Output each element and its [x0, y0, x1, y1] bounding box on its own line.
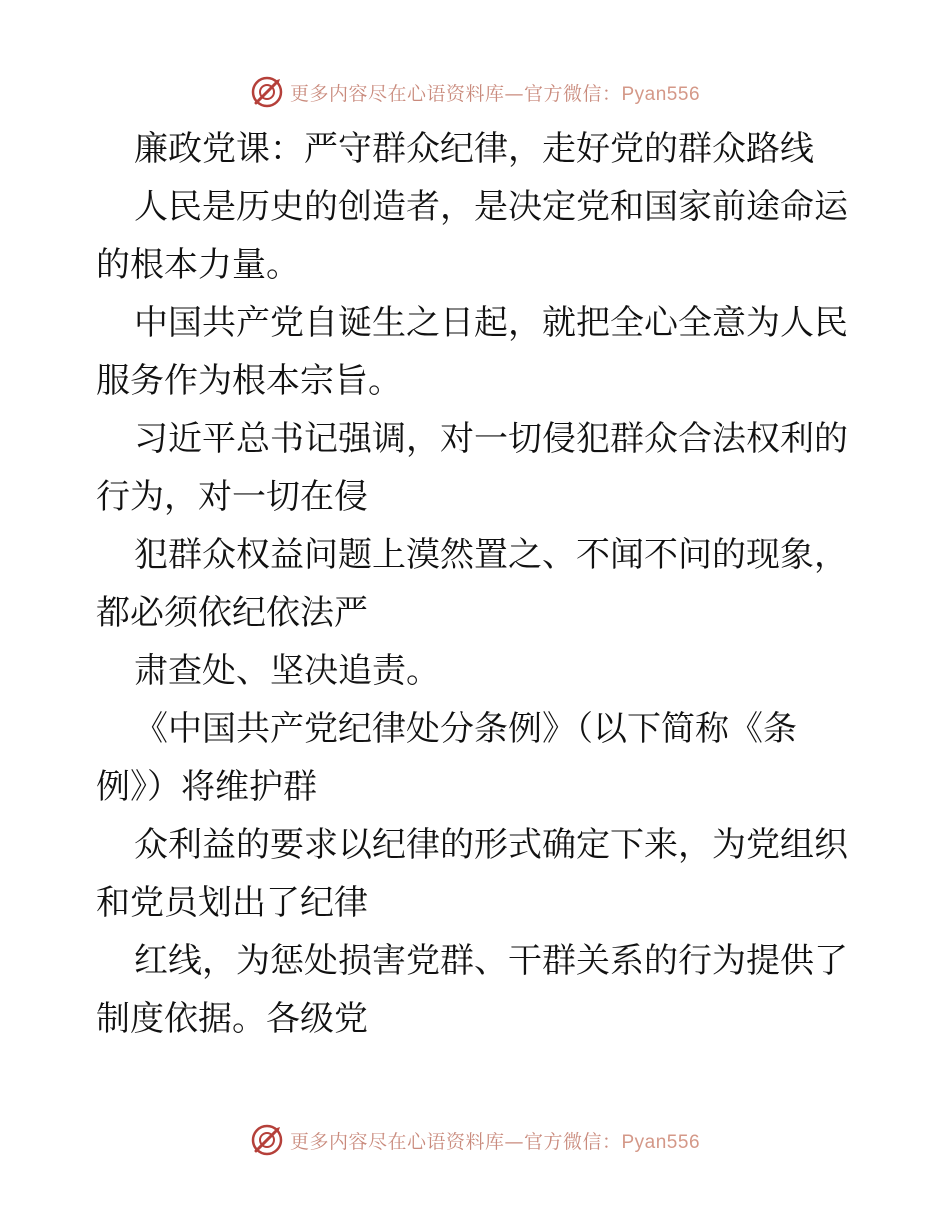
paragraph-6: 《中国共产党纪律处分条例》（以下简称《条例》）将维护群	[96, 709, 797, 807]
paragraph-8: 红线，为惩处损害党群、干群关系的行为提供了制度依据。各级党	[96, 941, 848, 1039]
header-banner-text: 更多内容尽在心语资料库—官方微信：Pyan556	[289, 82, 701, 105]
footer-banner	[0, 1120, 950, 1160]
header-banner	[0, 72, 950, 112]
header-wechat-id: Pyan556	[621, 83, 701, 105]
paragraph-2: 中国共产党自诞生之日起，就把全心全意为人民服务作为根本宗旨。	[96, 303, 848, 401]
paragraph-1: 人民是历史的创造者，是决定党和国家前途命运的根本力量。	[96, 187, 848, 285]
paragraph-7: 众利益的要求以纪律的形式确定下来，为党组织和党员划出了纪律	[96, 825, 848, 923]
document-title: 廉政党课：严守群众纪律，走好党的群众路线	[134, 129, 814, 169]
logo-icon	[250, 1123, 284, 1157]
document-body	[96, 120, 856, 1048]
paragraph-3: 习近平总书记强调，对一切侵犯群众合法权利的行为，对一切在侵	[96, 419, 848, 517]
footer-banner-text: 更多内容尽在心语资料库—官方微信：Pyan556	[289, 1130, 701, 1153]
paragraph-5: 肃查处、坚决追责。	[134, 651, 440, 691]
paragraph-4: 犯群众权益问题上漠然置之、不闻不问的现象，都必须依纪依法严	[96, 535, 848, 633]
logo-icon	[250, 75, 284, 109]
footer-wechat-id: Pyan556	[621, 1131, 701, 1153]
